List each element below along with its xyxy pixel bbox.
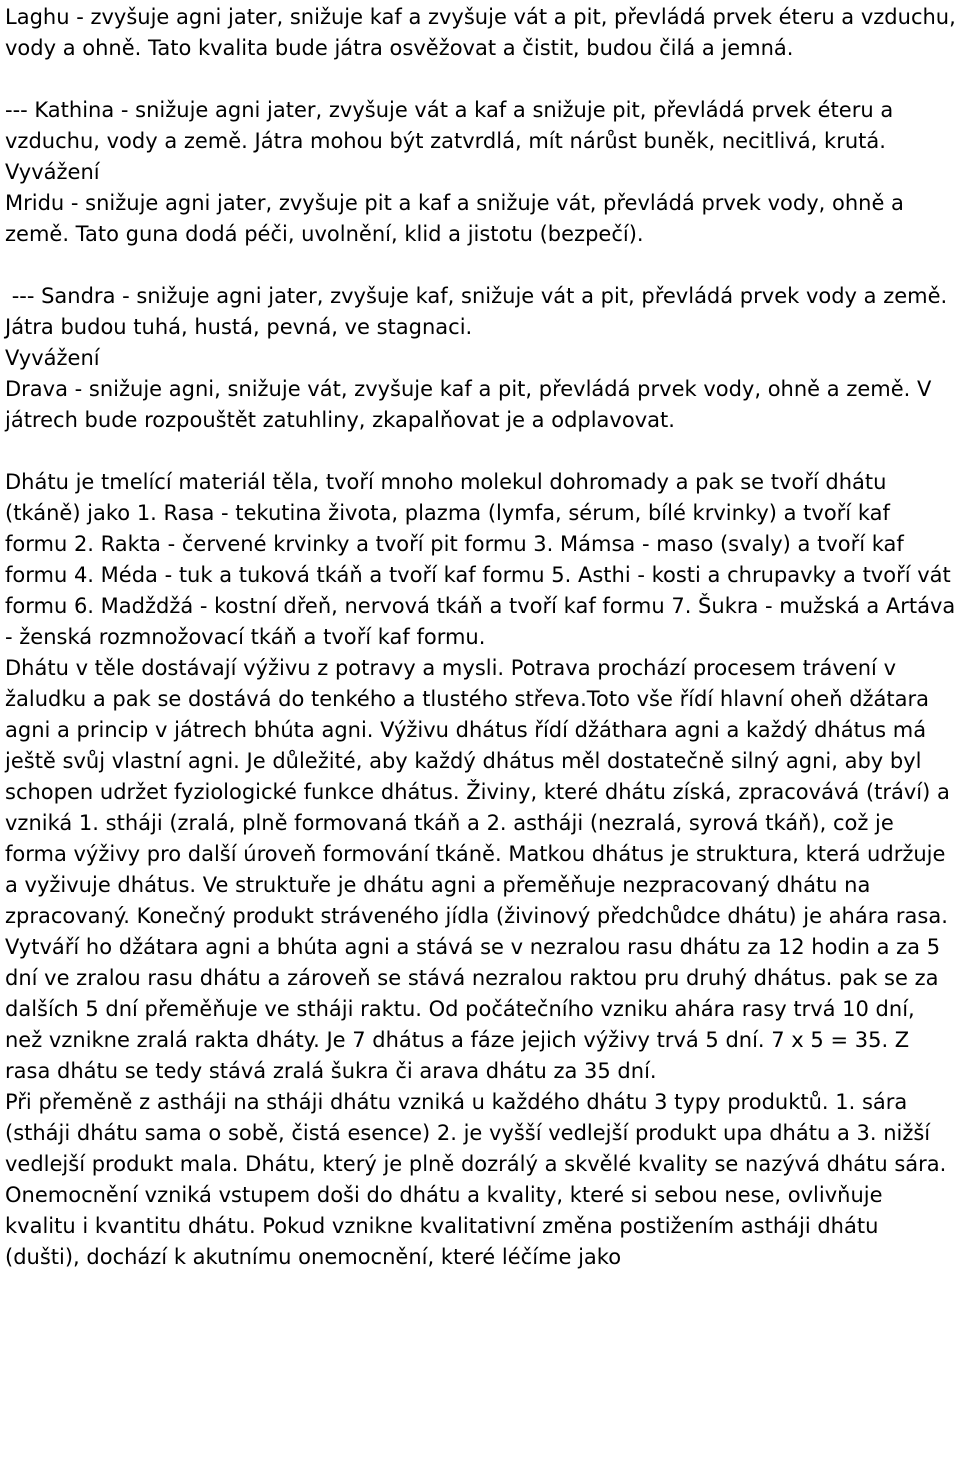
paragraph-dhatu-definition: Dhátu je tmelící materiál těla, tvoří mnoho molekul dohromady a pak se tvoří dhátu (tkáně) jako 1. Rasa - tekutina života, plazma (lymfa, sérum, bílé krvinky) a tvoří kaf formu 2. Rakta - červené krvinky a tvoří pit formu 3. Mámsa - maso (svaly) a tvoří kaf formu 4. Méda - tuk a tuková tkáň a tvoří kaf formu 5. Asthi - kosti a chrupavky a tvoří vát formu 6. Madždžá - kostní dřeň, nervová tkáň a tvoří kaf formu 7. Šukra - mužská a Artáva - ženská rozmnožovací tkáň a tvoří kaf formu.: [5, 470, 956, 649]
paragraph-spacer: [5, 250, 956, 281]
heading-vyvazeni-2: Vyvážení: [5, 346, 100, 370]
paragraph-dhatu-products: Při přeměně z astháji na stháji dhátu vzniká u každého dhátu 3 typy produktů. 1. sára (stháji dhátu sama o sobě, čistá esence) 2. je vyšší vedlejší produkt upa dhátu a 3. nižší vedlejší produkt mala. Dhátu, který je plně dozrálý a skvělé kvality se nazývá dhátu sára.: [5, 1090, 947, 1176]
paragraph-spacer: [5, 436, 956, 467]
paragraph-dhatu-nutrition: Dhátu v těle dostávají výživu z potravy a mysli. Potrava prochází procesem trávení v žaludku a pak se dostává do tenkého a tlustého střeva.Toto vše řídí hlavní oheň džátara agni a princip v játrech bhúta agni. Výživu dhátus řídí džáthara agni a každý dhátus má ještě svůj vlastní agni. Je důležité, aby každý dhátus měl dostatečně silný agni, aby byl schopen udržet fyziologické funkce dhátus. Živiny, které dhátu získá, zpracovává (tráví) a vzniká 1. stháji (zralá, plně formovaná tkáň a 2. astháji (nezralá, syrová tkáň), což je forma výživy pro další úroveň formování tkáně. Matkou dhátus je struktura, která udržuje a vyživuje dhátus. Ve struktuře je dhátu agni a přeměňuje nezpracovaný dhátu na zpracovaný. Konečný produkt stráveného jídla (živinový předchůdce dhátu) je ahára rasa. Vytváří ho džátara agni a bhúta agni a stává se v nezralou rasu dhátu za 12 hodin a za 5 dní ve zralou rasu dhátu a zároveň se stává nezralou raktou pru druhý dhátus. pak se za dalších 5 dní přeměňuje ve stháji raktu. Od počátečního vzniku ahára rasy trvá 10 dní, než vznikne zralá rakta dháty. Je 7 dhátus a fáze jejich výživy trvá 5 dní. 7 x 5 = 35. Z rasa dhátu se tedy stává zralá šukra či arava dhátu za 35 dní.: [5, 656, 950, 1083]
paragraph-drava: Drava - snižuje agni, snižuje vát, zvyšuje kaf a pit, převládá prvek vody, ohně a země. V játrech bude rozpouštět zatuhliny, zkapalňovat je a odplavovat.: [5, 377, 932, 432]
paragraph-kathina: --- Kathina - snižuje agni jater, zvyšuje vát a kaf a snižuje pit, převládá prvek éteru a vzduchu, vody a země. Játra mohou být zatvrdlá, mít nárůst buněk, necitlivá, krutá.: [5, 98, 894, 153]
paragraph-sandra: --- Sandra - snižuje agni jater, zvyšuje kaf, snižuje vát a pit, převládá prvek vody a země. Játra budou tuhá, hustá, pevná, ve stagnaci.: [5, 284, 954, 339]
heading-vyvazeni-1: Vyvážení: [5, 160, 100, 184]
paragraph-spacer: [5, 64, 956, 95]
paragraph-laghu: Laghu - zvyšuje agni jater, snižuje kaf a zvyšuje vát a pit, převládá prvek éteru a vzduchu, vody a ohně. Tato kvalita bude játra osvěžovat a čistit, budou čilá a jemná.: [5, 5, 956, 60]
paragraph-disease: Onemocnění vzniká vstupem doši do dhátu a kvality, které si sebou nese, ovlivňuje kvalitu i kvantitu dhátu. Pokud vznikne kvalitativní změna postižením astháji dhátu (dušti), dochází k akutnímu onemocnění, které léčíme jako: [5, 1183, 883, 1269]
paragraph-mridu: Mridu - snižuje agni jater, zvyšuje pit a kaf a snižuje vát, převládá prvek vody, ohně a země. Tato guna dodá péči, uvolnění, klid a jistotu (bezpečí).: [5, 191, 904, 246]
